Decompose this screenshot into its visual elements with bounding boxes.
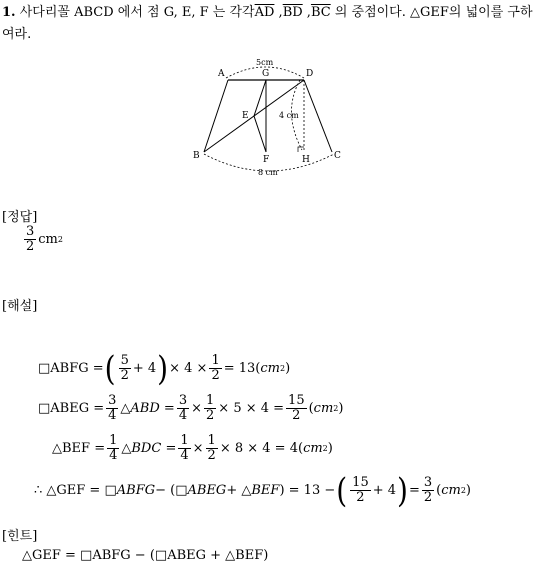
line3-bdc: BDC	[131, 440, 162, 456]
segment-bd: $\overline{BD}$	[282, 5, 303, 20]
line2-unit: cm	[313, 400, 334, 416]
line3-frac-2	[178, 434, 190, 462]
problem-number: 1.	[2, 5, 16, 20]
line1-close: )	[285, 361, 291, 376]
label-g: G	[262, 69, 270, 79]
line4-minus-open: − (□	[155, 483, 188, 498]
answer-label: [정답]	[2, 210, 38, 225]
line3-close: )	[327, 440, 333, 456]
line3-equals: =	[165, 440, 177, 456]
line3-frac-3-num: 1	[207, 433, 216, 448]
line3-triangle: △	[121, 440, 132, 456]
line4-close: )	[465, 483, 471, 498]
line4-lparen: (	[336, 470, 348, 511]
label-height: 4 cm	[279, 111, 299, 120]
line2-triangle: △	[120, 400, 131, 416]
line2-frac-2	[177, 394, 189, 422]
line4-open: (	[436, 483, 442, 498]
line4-plus: + 4	[372, 483, 397, 498]
line3-frac-3	[206, 434, 218, 462]
hint-label: [힌트]	[2, 529, 38, 544]
line4-bef: BEF	[251, 483, 280, 498]
line2-frac-4-den: 2	[292, 407, 301, 423]
answer-fraction	[24, 225, 36, 253]
label-bottom-length: 8 cm	[258, 168, 278, 177]
label-b: B	[193, 151, 200, 161]
line3-frac-3-den: 2	[207, 447, 216, 463]
line3-exp: 2	[322, 443, 328, 453]
line2-product: × 5 × 4 =	[218, 400, 285, 416]
solution-label: [해설]	[2, 299, 38, 314]
line3-frac-1	[107, 434, 119, 462]
problem-text-after: 의 중점이다. △GEF의 넓이를 구하여라.	[2, 5, 533, 42]
line3-times: ×	[192, 440, 204, 456]
line4-frac-1-num: 15	[352, 475, 369, 491]
line4-plus-tri: + △	[226, 483, 252, 498]
answer-denominator: 2	[26, 238, 35, 254]
line4-frac-1-den: 2	[356, 490, 365, 505]
line2-frac-1-num: 3	[108, 393, 117, 408]
line2-frac-3	[204, 394, 216, 422]
line2-exp: 2	[333, 403, 339, 413]
line2-frac-2-den: 4	[178, 407, 188, 423]
line3-result: × 8 × 4 = 4(	[219, 440, 304, 456]
answer-exp: 2	[57, 234, 63, 244]
segment-ad: $\overline{AD}$	[254, 5, 275, 20]
solution-line-2	[38, 394, 343, 422]
line4-rparen: )	[397, 470, 408, 511]
line4-frac-2	[422, 476, 434, 504]
line2-times: ×	[191, 400, 203, 416]
line1-frac-1-num: 5	[120, 353, 129, 369]
line2-frac-4-num: 15	[288, 393, 305, 408]
line4-exp: 2	[460, 486, 466, 495]
line1-frac-1	[119, 354, 131, 382]
label-e: E	[242, 111, 249, 121]
problem-statement	[2, 2, 534, 46]
answer-value	[22, 225, 63, 253]
line2-frac-2-num: 3	[178, 393, 188, 408]
line4-close-minus: ) = 13 −	[279, 483, 336, 498]
line1-plus: + 4	[132, 361, 157, 376]
line3-unit: cm	[303, 440, 323, 456]
line1-exp: 2	[279, 364, 286, 373]
line4-lhs: ∴ △GEF = □	[34, 483, 117, 498]
hint-equation: △GEF = □ABFG − (□ABEG + △BEF)	[22, 548, 269, 563]
line4-frac-1	[350, 476, 371, 504]
line1-times: × 4 ×	[169, 361, 208, 376]
sep-2: ,	[302, 5, 311, 20]
label-f: F	[263, 155, 270, 165]
segment-ef	[254, 116, 266, 152]
line2-open: (	[308, 400, 314, 416]
line3-frac-2-den: 4	[180, 447, 189, 463]
label-top-length: 5cm	[256, 58, 274, 67]
solution-line-1	[38, 348, 291, 389]
answer-numerator: 3	[26, 224, 35, 239]
solution-line-4	[34, 470, 471, 511]
label-a: A	[218, 69, 225, 79]
line3-frac-1-num: 1	[109, 433, 118, 448]
line1-frac-1-den: 2	[120, 368, 129, 383]
sep-1: ,	[274, 5, 283, 20]
segment-ge	[254, 80, 266, 116]
line1-frac-2-num: 1	[211, 353, 220, 369]
line3-frac-1-den: 4	[109, 447, 118, 463]
trapezoid-figure	[186, 52, 356, 180]
line2-abd: ABD	[130, 400, 160, 416]
line3-frac-2-num: 1	[180, 433, 189, 448]
label-d: D	[306, 69, 314, 79]
line2-frac-1	[106, 394, 118, 422]
line4-abfg: ABFG	[116, 483, 156, 498]
problem-text-before: 사다리꼴 ABCD 에서 점 G, E, F 는 각각	[19, 5, 255, 20]
line1-unit: cm	[260, 361, 280, 376]
right-angle-mark	[298, 147, 304, 152]
line2-frac-4	[286, 394, 307, 422]
line4-abeg: ABEG	[187, 483, 227, 498]
line4-frac-2-num: 3	[423, 475, 433, 491]
line4-unit: cm	[441, 483, 461, 498]
label-c: C	[334, 151, 341, 161]
line4-equals: =	[408, 483, 420, 498]
line2-frac-3-num: 1	[206, 393, 215, 408]
line4-frac-2-den: 2	[423, 490, 433, 505]
label-h: H	[302, 155, 310, 165]
line2-lhs: □ABEG =	[38, 400, 105, 416]
line1-frac-2-den: 2	[211, 368, 220, 383]
side-dc	[304, 80, 332, 152]
line1-lhs: □ABFG =	[38, 361, 104, 376]
answer-unit: cm	[38, 231, 58, 247]
line1-lparen: (	[104, 348, 116, 389]
line3-lhs: △BEF =	[52, 440, 106, 456]
line2-close: )	[338, 400, 344, 416]
line2-frac-3-den: 2	[206, 407, 215, 423]
side-ab	[204, 80, 228, 152]
line2-frac-1-den: 4	[108, 407, 117, 423]
line2-equals: =	[163, 400, 175, 416]
line1-frac-2	[209, 354, 221, 382]
line1-result: = 13(	[223, 361, 261, 376]
solution-line-3	[52, 434, 333, 462]
segment-bc: $\overline{BC}$	[310, 5, 331, 20]
line1-rparen: )	[157, 348, 169, 389]
